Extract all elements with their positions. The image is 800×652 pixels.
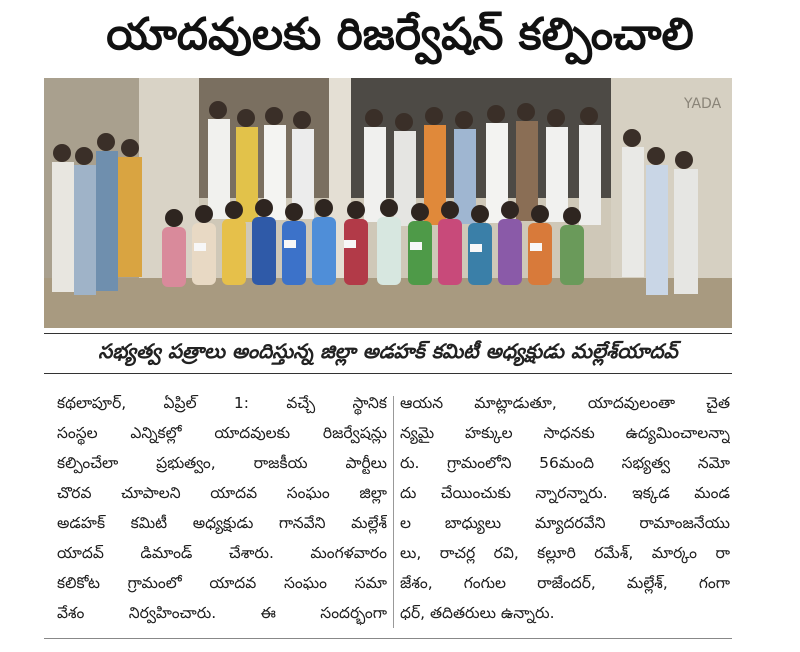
body-line: ధర్, తదితరులు ఉన్నారు. — [400, 604, 555, 622]
headline: యాదవులకు రిజర్వేషన్ కల్పించాలి — [106, 9, 694, 60]
body-line: కల్పించేలా ప్రభుత్వం, రాజకీయ పార్టీలు — [57, 454, 387, 472]
body-line: జేశం, గంగుల రాజేందర్, మల్లేశ్, గంగా — [400, 574, 730, 592]
article-body-left-column — [57, 388, 387, 628]
body-line: అడహక్ కమిటీ అధ్యక్షుడు గానవేని మల్లేశ్ — [57, 514, 387, 532]
body-line: ఆయన మాట్లాడుతూ, యాదవులంతా చైత — [400, 394, 730, 412]
body-line: సంస్థల ఎన్నికల్లో యాదవులకు రిజర్వేషన్లు — [57, 424, 387, 442]
body-line: చొరవ చూపాలని యాదవ సంఘం జిల్లా — [57, 484, 387, 502]
body-line: రు. గ్రామంలోని 56మంది సభ్యత్వ నమో — [400, 454, 730, 472]
wall-text: YADA — [684, 96, 722, 112]
group-photo-illustration — [44, 78, 732, 328]
body-line: లు, రాచర్ల రవి, కల్లూరి రమేశ్, మార్కం రా — [400, 544, 730, 562]
bottom-rule — [44, 638, 732, 639]
news-photo — [44, 78, 732, 328]
caption-top-rule — [44, 333, 732, 334]
column-divider — [393, 396, 394, 628]
body-line: కలికోట గ్రామంలో యాదవ సంఘం సమా — [57, 574, 387, 592]
body-line: న్యమై హక్కుల సాధనకు ఉద్యమించాలన్నా — [400, 424, 730, 442]
body-line: దు చేయించుకు న్నారన్నారు. ఇక్కడ మండ — [400, 484, 730, 502]
photo-caption: సభ్యత్వ పత్రాలు అందిస్తున్న జిల్లా అడహక్ కమిటీ అధ్యక్షుడు మల్లేశ్‌యాదవ్ — [98, 338, 678, 363]
body-line: వేశం నిర్వహించారు. ఈ సందర్భంగా — [57, 604, 387, 622]
caption-bottom-rule — [44, 373, 732, 374]
body-line: ల బాధ్యులు మ్యాదరవేని రామాంజనేయు — [400, 514, 730, 532]
body-line: యాదవ్ డిమాండ్ చేశారు. మంగళవారం — [57, 544, 387, 562]
article-body-right-column — [400, 388, 730, 628]
body-line: కథలాపూర్, ఏప్రిల్ 1: వచ్చే స్థానిక — [57, 394, 387, 412]
